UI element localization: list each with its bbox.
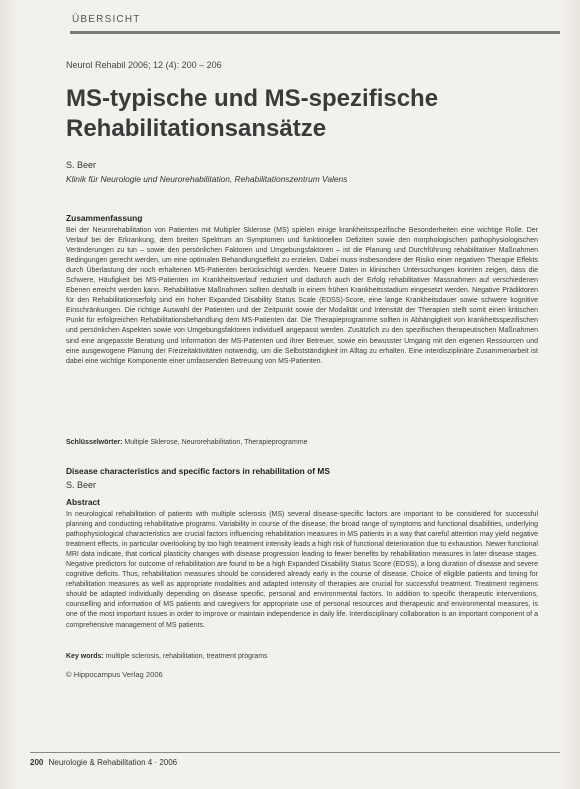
abstract-heading: Abstract (66, 497, 100, 507)
key-words-label: Key words: (66, 653, 104, 660)
schluesselwoerter (66, 438, 538, 448)
key-words-text: multiple sclerosis, rehabilitation, treatment programs (105, 653, 268, 660)
page-number: 200 (30, 758, 44, 767)
zusammenfassung-heading: Zusammenfassung (66, 213, 143, 223)
zusammenfassung-text: Bei der Neurorehabilitation von Patienten mit Multipler Sklerose (MS) spielen einige krankheitsspezifische Besonderheiten eine wichtige Rolle. Der Verlauf bei der Erkrankung, dem breiten Spektrum an Symptomen und funktionellen Defiziten sowie den morphologischen pathophysiologischen Veränderungen zu tun – sowie den persönlichen Faktoren und Umgebungsfaktoren – ist die Planung und Durchführung rehabilitativer Maßnahmen Bedingungen gerecht werden, um eine optimalen Behandlungseffekt zu erzielen. Dabei muss insbesondere der Risiko einer negativen Therapie Effekts durch Überlastung der noch erhaltenen MS-Patienten berücksichtigt werden. Neuere Daten in klinischen Untersuchungen konnten zeigen, dass die Schwere, Häufigkeit bei MS-Patienten im Krankheitsverlauf reduziert und dadurch auch der Erfolg rehabilitativer Massnahmen auf verschiedenen Ebenen erreicht werden kann. Rehabilitative Maßnahmen sollten deshalb in einem frühen Krankheitsstadium eingesetzt werden. Negative Prädiktoren für den Rehabilitationserfolg sind ein hoher Expanded Disability Status Scale (EDSS)-Score, eine lange Krankheitsdauer sowie schwere kognitive Einschränkungen. Die richtige Auswahl der Patienten und der Zeitpunkt sowie der Modalität und Intensität der Therapien stellt somit einen kritischen Punkt für erfolgreichen Rehabilitationsbehandlung dem MS-Patienten dar. Die Therapieprogramme sollten in Abhängigkeit von krankheitsspezifischen und persönlichen Aspekten sowie von Umgebungsfaktoren individuell angepasst werden. Zusätzlich zu den spezifischen therapeutischen Maßnahmen sind eine angepasste Beratung und Information der MS-Patienten und ihrer Betreuer, sowie ein bewusster Umgang mit den eigenen Ressourcen und eine ausgewogene Planung der Freizeitaktivitäten notwendig, um die Selbstständigkeit im Alltag zu erhalten. Eine interdisziplinäre Zusammenarbeit ist dabei eine wichtige Komponente einer umfassenden Betreuung von MS-Patienten. (66, 227, 538, 365)
schluesselwoerter-label: Schlüsselwörter: (66, 439, 123, 446)
author: S. Beer (66, 160, 97, 170)
section-label: ÜBERSICHT (72, 14, 141, 25)
copyright: © Hippocampus Verlag 2006 (66, 670, 163, 679)
schluesselwoerter-text: Multiple Sklerose, Neurorehabilitation, Therapieprogramme (124, 439, 308, 446)
footer-journal: Neurologie & Rehabilitation 4 · 2006 (48, 758, 178, 767)
abstract-text: In neurological rehabilitation of patients with multiple sclerosis (MS) several disease-specific factors are important to be considered for successful planning and conducting rehabilitative programs. Variability in course of the disease, the broad range of symptoms and functional disabilities, underlying pathophysiological characteristics are crucial factors influencing rehabilitation measures in MS patients in a way that careful attention may yield negative treatment effects, in particular overlooking by too high treatment intensity leads a high risk of functional deterioration due to exhaustion. Newer functional MRI data indicate, that cortical plasticity changes with disease progression leading to fewer benefits by rehabilitation measures in later disease stages. Negative predictors for outcome of rehabilitation are found to be a high Expanded Disability Status Score (EDSS), a long duration of disease and severe cognitive deficits. Thus, rehabilitation measures should be considered already early in the course of disease. Choice of eligible patients and timing for rehabilitation measures as well as appropriate modalities and adapted intensity of therapies are crucial for successful treatment. Treatment regimens should be adapted individually depending on disease specific, personal and environmental factors. In addition to specific therapeutic interventions, counselling and information of MS patients and caregivers for appropriate use of personal resources and therapeutic and environmental measures, is one of the most important issues in order to improve or maintain independence in daily life. Interdisciplinary collaboration is an important component of a comprehensive management of MS patients. (66, 511, 538, 629)
header-rule (70, 31, 560, 34)
page-footer (30, 758, 177, 767)
footer-rule (30, 752, 560, 753)
key-words (66, 652, 538, 662)
english-title: Disease characteristics and specific factors in rehabilitation of MS (66, 466, 330, 476)
article-title: MS-typische und MS-spezifische Rehabilitationsansätze (66, 85, 439, 142)
affiliation: Klinik für Neurologie und Neurorehabilitation, Rehabilitationszentrum Valens (66, 174, 348, 184)
english-author: S. Beer (66, 480, 97, 490)
journal-reference: Neurol Rehabil 2006; 12 (4): 200 – 206 (66, 60, 222, 70)
